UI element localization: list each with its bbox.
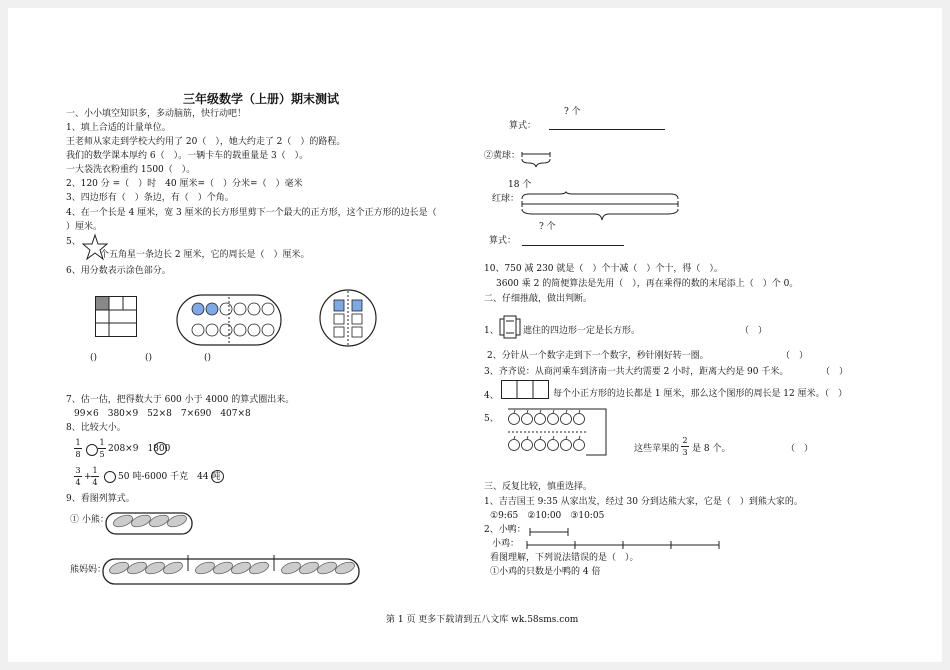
fraction: 1 8 <box>75 438 81 459</box>
fraction: 2 3 <box>682 436 688 457</box>
fraction: 1 5 <box>99 438 105 459</box>
compare-circle[interactable] <box>211 470 224 483</box>
xiongmama-label: 熊妈妈： <box>70 565 107 575</box>
question-8: 8、比较大小。 <box>66 423 126 433</box>
red-ball-bar <box>521 192 679 222</box>
chick-label: 小鸡： <box>492 539 520 549</box>
choice-1-options: ①9:65 ②10:00 ③10:05 <box>490 511 605 521</box>
page-title: 三年级数学（上册）期末测试 <box>183 92 340 106</box>
smiley-faces-figure <box>176 294 282 346</box>
exam-page <box>8 8 942 662</box>
question-6: 6、用分数表示涂色部分。 <box>66 266 171 276</box>
answer-line-2[interactable] <box>522 245 624 246</box>
question-1b: 我们的数学课本厚约 6（ ）。一辆卡车的载重量是 3（ ）。 <box>66 151 309 161</box>
compare-expression-1: 208×9 1800 <box>108 444 171 454</box>
judge-5-number: 5、 <box>484 414 499 424</box>
corn-group-small <box>105 508 193 538</box>
yellow-ball-label: ②黄球： <box>484 151 521 161</box>
judge-3: 3、齐齐说：从商河乘车到济南一共大约需要 2 小时，距离大约是 90 千米。 <box>484 367 789 377</box>
choice-2-duck: 2、小鸭： <box>484 525 526 535</box>
judge-2: 2、分针从一个数字走到下一个数字，秒针刚好转一圈。 <box>487 351 709 361</box>
question-7: 7、估一估，把得数大于 600 小于 4000 的算式圈出来。 <box>66 395 295 405</box>
compare-circle[interactable] <box>104 471 116 483</box>
judge-1: 遮住的四边形一定是长方形。 <box>523 326 641 336</box>
fraction-answer-2[interactable]: () <box>145 353 153 363</box>
red-ball-label: 红球： <box>492 194 520 204</box>
choice-2-option-1: ①小鸡的只数是小鸭的 4 倍 <box>490 567 601 577</box>
xiaoxiong-label: ① 小熊： <box>70 515 109 525</box>
cubes-circle-figure <box>319 289 377 347</box>
section-one-heading: 一、小小填空知识多，多动脑筋，快行动吧！ <box>66 109 247 119</box>
section-two-heading: 二、仔细推敲，做出判断。 <box>484 294 593 304</box>
judge-5-text-b: 是 8 个。 <box>692 444 731 454</box>
section-three-heading: 三、反复比较，慎重选择。 <box>484 482 593 492</box>
compare-circle[interactable] <box>154 442 167 455</box>
answer-line-1[interactable] <box>549 129 665 130</box>
duck-bar <box>529 527 569 537</box>
plus-sign: + <box>84 472 92 482</box>
squares-row-figure <box>501 380 549 400</box>
fraction-answer-1[interactable]: () <box>90 353 98 363</box>
question-2: 2、120 分 =（ ）时 40 厘米=（ ）分米=（ ）毫米 <box>66 179 303 189</box>
fraction: 1 4 <box>92 466 98 487</box>
apples-figure <box>500 406 608 458</box>
question-1: 1、填上合适的计量单位。 <box>66 123 171 133</box>
question-4-line1: 4、在一个长是 4 厘米，宽 3 厘米的长方形里剪下一个最大的正方形，这个正方形的边长是（ <box>66 208 437 218</box>
page-footer: 第 1 页 更多下载请到五八文库 wk.58sms.com <box>386 615 579 625</box>
judge-5-paren[interactable]: （ ） <box>786 444 814 454</box>
chick-bar <box>526 540 720 550</box>
fraction: 3 4 <box>75 466 81 487</box>
question-1a: 王老师从家走到学校大约用了 20（ ），她大约走了 2（ ）的路程。 <box>66 137 346 147</box>
question-5: 个五角星一条边长 2 厘米，它的周长是（ ）厘米。 <box>100 250 310 260</box>
question-mark-count-2: ? 个 <box>539 222 556 232</box>
question-5-number: 5、 <box>66 237 81 247</box>
question-10: 10、750 减 230 就是（ ）个十减（ ）个十，得（ ）。 <box>484 264 723 274</box>
question-9: 9、看图列算式。 <box>66 494 135 504</box>
judge-4-number: 4、 <box>484 391 499 401</box>
choice-1: 1、吉吉国王 9:35 从家出发，经过 30 分到达熊大家，它是（ ）到熊大家的。 <box>484 497 803 507</box>
choice-2-question: 看图理解，下列说法错误的是（ ）。 <box>490 553 639 563</box>
judge-2-paren[interactable]: （ ） <box>781 351 809 361</box>
question-1c: 一大袋洗衣粉重约 1500（ ）。 <box>66 165 196 175</box>
formula-label-2: 算式： <box>489 236 517 246</box>
compare-circle[interactable] <box>86 444 98 456</box>
question-4-line2: ）厘米。 <box>66 222 103 232</box>
judge-5-text-a: 这些苹果的 <box>634 444 680 454</box>
question-3: 3、四边形有（ ）条边，有（ ）个角。 <box>66 193 234 203</box>
formula-label-1: 算式： <box>509 121 537 131</box>
eighteen-label: 18 个 <box>508 180 532 190</box>
shaded-grid-figure <box>95 296 137 338</box>
judge-1-number: 1、 <box>484 326 499 336</box>
fraction-answer-3[interactable]: () <box>204 353 212 363</box>
covered-quadrilateral-icon <box>499 315 521 339</box>
question-11: 3600 乘 2 的简便算法是先用（ ），再在乘得的数的末尾添上（ ）个 0。 <box>496 279 799 289</box>
yellow-ball-bar <box>521 152 551 168</box>
judge-4: 每个小正方形的边长都是 1 厘米，那么这个图形的周长是 12 厘米。（ ） <box>553 389 848 399</box>
question-7-items: 99×6 380×9 52×8 7×690 407×8 <box>74 409 251 419</box>
compare-expression-2: 50 吨-6000 千克 44 吨 <box>118 472 221 482</box>
judge-3-paren[interactable]: （ ） <box>821 367 849 377</box>
question-mark-count-1: ? 个 <box>564 107 581 117</box>
judge-1-paren[interactable]: （ ） <box>740 326 768 336</box>
corn-group-large <box>102 553 360 587</box>
